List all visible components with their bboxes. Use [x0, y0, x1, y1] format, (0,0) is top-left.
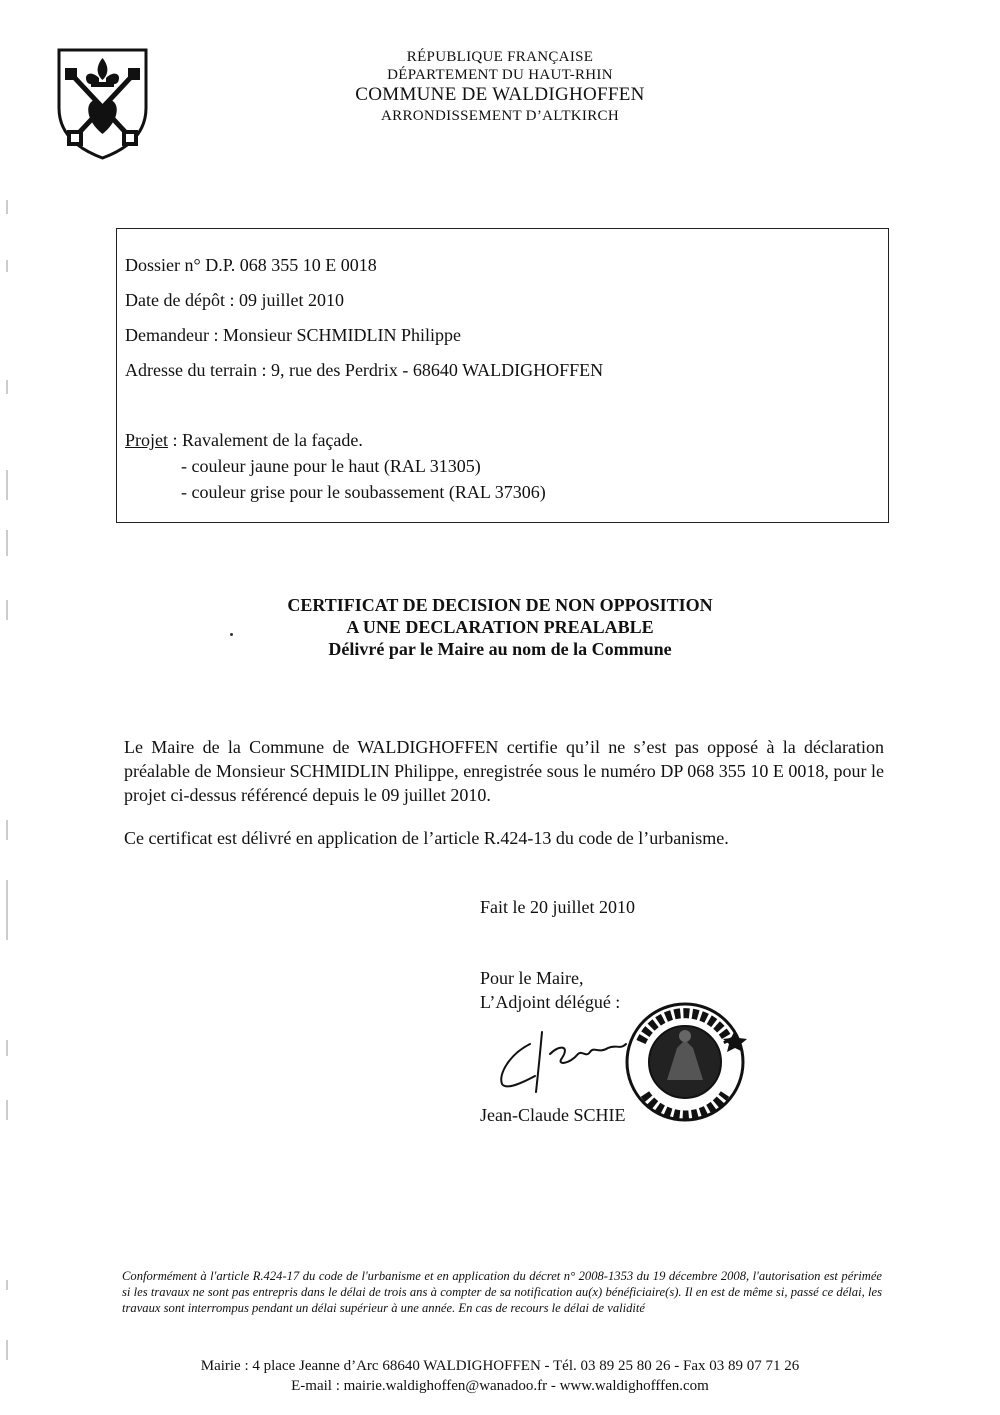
official-stamp — [605, 990, 765, 1140]
commune-line: COMMUNE DE WALDIGHOFFEN — [355, 84, 645, 105]
scan-margin-marks — [4, 180, 10, 1380]
applicant: Demandeur : Monsieur SCHMIDLIN Philippe — [125, 325, 461, 345]
republic-line: RÉPUBLIQUE FRANÇAISE — [406, 49, 594, 65]
scan-speck — [230, 633, 233, 636]
title-line-3: Délivré par le Maire au nom de la Commune — [328, 639, 672, 659]
project-label: Projet — [125, 430, 168, 450]
certificate-title — [200, 594, 800, 660]
deputy-label: L’Adjoint délégué : — [480, 992, 621, 1012]
for-the-mayor: Pour le Maire, — [480, 968, 584, 988]
letterhead — [300, 48, 700, 125]
arrondissement-line: ARRONDISSEMENT D’ALTKIRCH — [381, 107, 619, 124]
footer-address: Mairie : 4 place Jeanne d’Arc 68640 WALDIGHOFFEN - Tél. 03 89 25 80 26 - Fax 03 89 07 71 26 — [200, 1358, 800, 1374]
certificate-paragraph-2: Ce certificat est délivré en application de l’article R.424-13 du code de l’urbanisme. — [124, 828, 729, 848]
footer-email: E-mail : mairie.waldighoffen@wanadoo.fr - www.waldighofffen.com — [291, 1378, 709, 1394]
project-description — [125, 427, 546, 505]
deposit-date: Date de dépôt : 09 juillet 2010 — [125, 290, 344, 310]
title-line-1: CERTIFICAT DE DECISION DE NON OPPOSITION — [287, 595, 713, 615]
contact-footer — [100, 1356, 900, 1396]
signatory-block — [480, 966, 620, 1014]
dossier-box — [116, 228, 889, 523]
land-address: Adresse du terrain : 9, rue des Perdrix - 68640 WALDIGHOFFEN — [125, 360, 604, 380]
project-text: : Ravalement de la façade. — [168, 430, 363, 450]
title-line-2: A UNE DECLARATION PREALABLE — [346, 617, 654, 637]
coat-of-arms-logo — [55, 46, 150, 162]
signatory-name: Jean-Claude SCHIE — [480, 1105, 626, 1125]
certificate-paragraph-1: Le Maire de la Commune de WALDIGHOFFEN certifie qu’il ne s’est pas opposé à la déclaration préalable de Monsieur SCHMIDLIN Philippe, enregistrée sous le numéro DP 068 355 10 E 0018, pour le projet ci-dessus référencé depuis le 09 juillet 2010. — [124, 737, 884, 805]
project-line-1: - couleur jaune pour le haut (RAL 31305) — [181, 456, 481, 476]
date-signed: Fait le 20 juillet 2010 — [480, 897, 635, 917]
project-line-2: - couleur grise pour le soubassement (RAL 37306) — [181, 482, 546, 502]
dossier-number: Dossier n° D.P. 068 355 10 E 0018 — [125, 255, 377, 275]
legal-footnote: Conformément à l'article R.424-17 du code de l'urbanisme et en application du décret n° 2008-1353 du 19 décembre 2008, l'autorisation est périmée si les travaux ne sont pas entrepris dans le délai de trois ans à compter de sa notification au(x) bénéficiaire(s). Il en est de même si, passé ce délai, les travaux sont interrompus pendant un délai supérieur à une année. En cas de recours le délai de validité — [122, 1269, 882, 1315]
department-line: DÉPARTEMENT DU HAUT-RHIN — [387, 67, 613, 83]
